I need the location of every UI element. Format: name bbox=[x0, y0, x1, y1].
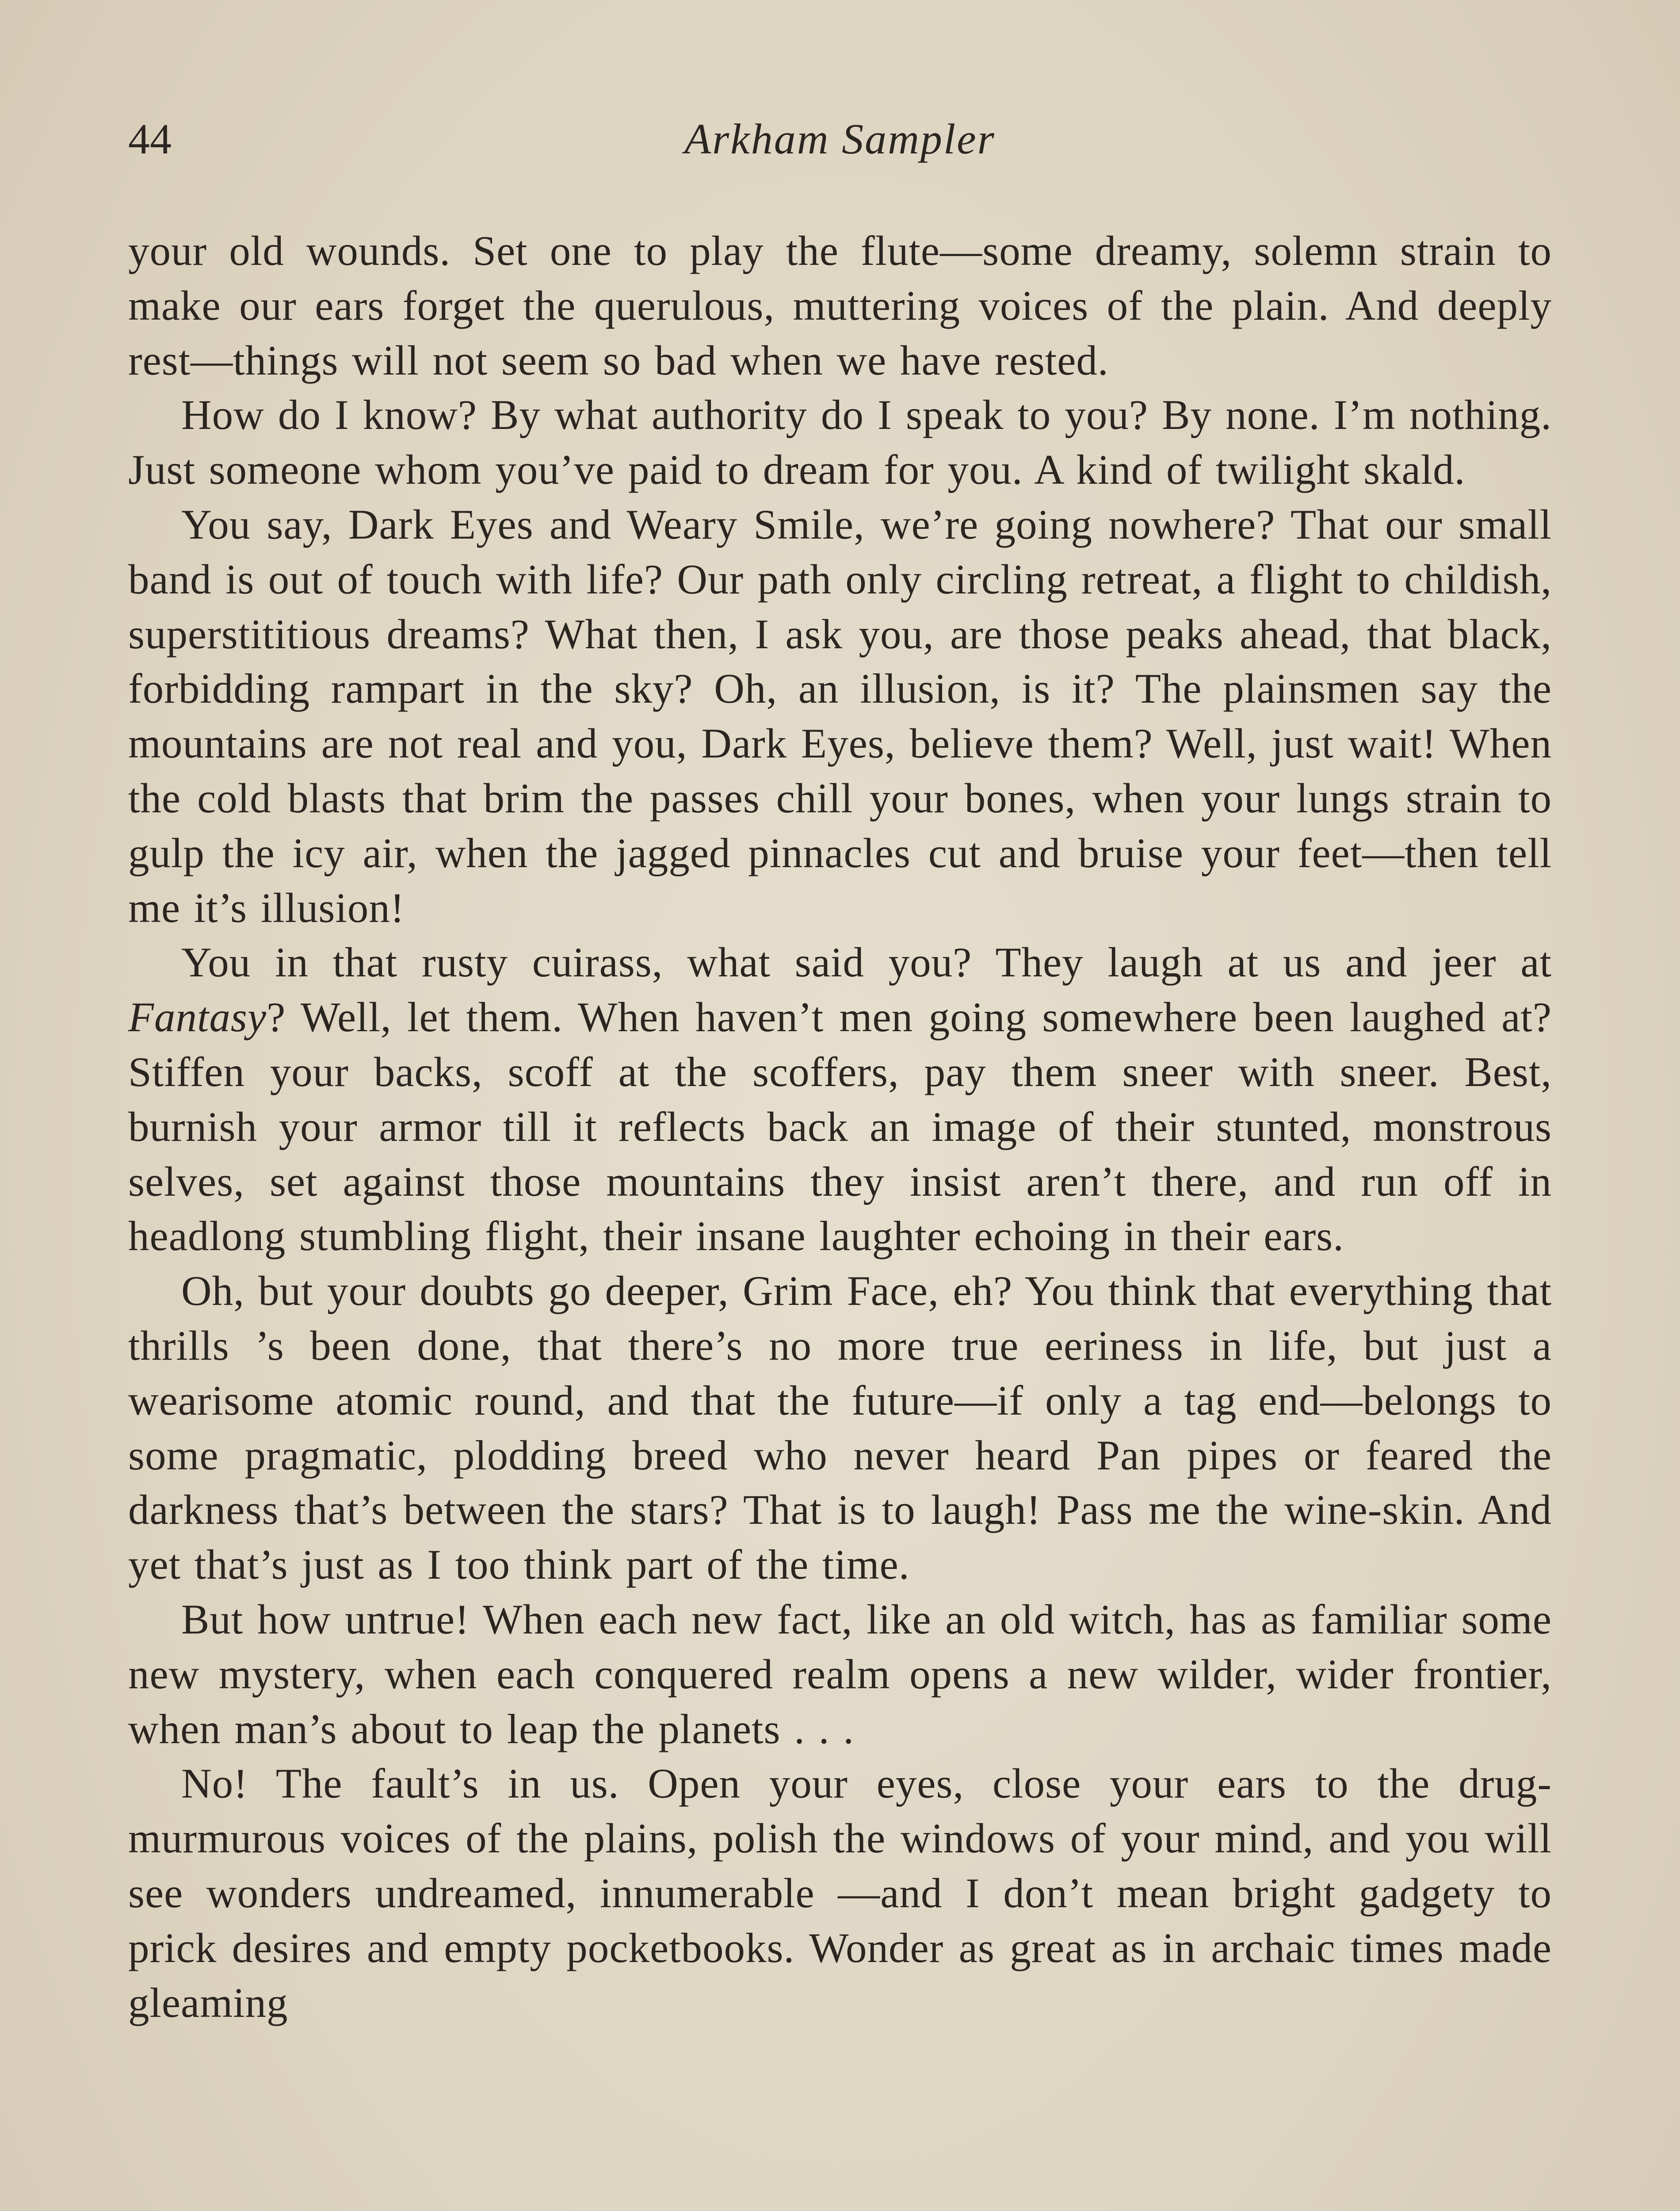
paragraph-2: How do I know? By what authority do I speak to you? By none. I’m nothing. Just someone whom you’ve paid to dream for you. A kind of twilight skald. bbox=[128, 391, 1552, 493]
body-text bbox=[128, 224, 1552, 2030]
paragraph-1: your old wounds. Set one to play the flute—some dreamy, solemn strain to make our ears forget the querulous, muttering voices of the plain. And deeply rest—things will not seem so bad when we have rested. bbox=[128, 227, 1552, 384]
fantasy-title: Fantasy bbox=[128, 994, 267, 1041]
page-header bbox=[128, 111, 1552, 168]
paragraph-4-text-after: ? Well, let them. When haven’t men going somewhere been laughed at? Stiffen your backs, scoff at the scoffers, pay them sneer with sneer. Best, burnish your armor till it reflects back an image of their stunted, monstrous selves, set against those mountains they insist aren’t there, and run off in headlong stumbling flight, their insane laughter echoing in their ears. bbox=[128, 994, 1552, 1260]
paragraph-4 bbox=[128, 935, 1552, 1264]
paragraph-5: Oh, but your doubts go deeper, Grim Face, eh? You think that everything that thrills ’s been done, that there’s no more true eeriness in life, but just a wearisome atomic round, and that the future—if only a tag end—belongs to some pragmatic, plodding breed who never heard Pan pipes or feared the darkness that’s between the stars? That is to laugh! Pass me the wine-skin. And yet that’s just as I too think part of the time. bbox=[128, 1267, 1552, 1588]
running-title: Arkham Sampler bbox=[684, 115, 996, 163]
page-number: 44 bbox=[128, 115, 172, 163]
paragraph-6: But how untrue! When each new fact, like an old witch, has as familiar some new mystery, when each conquered realm opens a new wilder, wider frontier, when man’s about to leap the planets . . . bbox=[128, 1595, 1552, 1752]
paragraph-3: You say, Dark Eyes and Weary Smile, we’re going nowhere? That our small band is out of touch with life? Our path only circling retreat, a flight to childish, superstititious dreams? What then, I ask you, are those peaks ahead, that black, forbidding rampart in the sky? Oh, an illusion, is it? The plainsmen say the mountains are not real and you, Dark Eyes, believe them? Well, just wait! When the cold blasts that brim the passes chill your bones, when your lungs strain to gulp the icy air, when the jagged pinnacles cut and bruise your feet—then tell me it’s illusion! bbox=[128, 501, 1552, 931]
paragraph-4-text-before: You in that rusty cuirass, what said you? They laugh at us and jeer at bbox=[181, 939, 1552, 986]
paragraph-7: No! The fault’s in us. Open your eyes, close your ears to the drug-murmurous voices of the plains, polish the windows of your mind, and you will see wonders undreamed, innumerable —and I don’t mean bright gadgety to prick desires and empty pocketbooks. Wonder as great as in archaic times made gleaming bbox=[128, 1760, 1552, 2026]
